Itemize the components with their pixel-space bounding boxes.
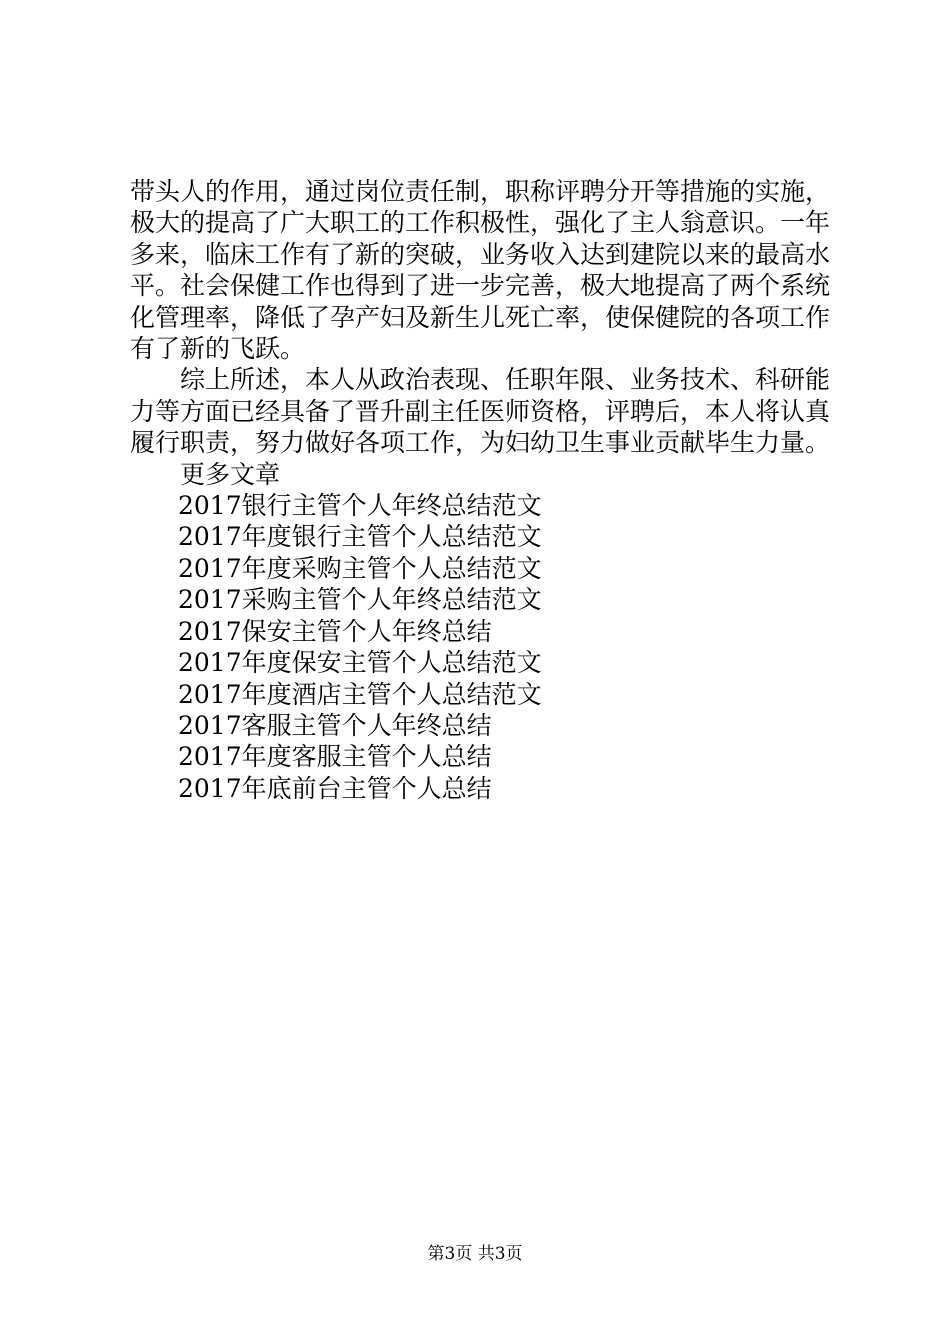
article-link[interactable]: 2017客服主管个人年终总结 bbox=[178, 710, 492, 740]
paragraph-1: 带头人的作用，通过岗位责任制，职称评聘分开等措施的实施，极大的提高了广大职工的工作积极性，强化了主人翁意识。一年多来，临床工作有了新的突破，业务收入达到建院以来的最高水平。社会保健工作也得到了进一步完善，极大地提高了两个系统化管理率，降低了孕产妇及新生儿死亡率，使保健院的各项工作有了新的飞跃。 bbox=[130, 177, 831, 364]
paragraph-2: 综上所述，本人从政治表现、任职年限、业务技术、科研能力等方面已经具备了晋升副主任医师资格，评聘后，本人将认真履行职责，努力做好各项工作，为妇幼卫生事业贡献毕生力量。 bbox=[130, 365, 831, 458]
article-link[interactable]: 2017银行主管个人年终总结范文 bbox=[178, 491, 542, 521]
more-articles-title: 更多文章 bbox=[180, 459, 281, 489]
more-articles-list bbox=[130, 490, 830, 804]
article-link[interactable]: 2017年度银行主管个人总结范文 bbox=[178, 522, 542, 552]
article-link[interactable]: 2017年度客服主管个人总结 bbox=[178, 742, 492, 772]
article-link[interactable]: 2017保安主管个人年终总结 bbox=[178, 616, 492, 646]
article-link[interactable]: 2017采购主管个人年终总结范文 bbox=[178, 585, 542, 615]
article-link[interactable]: 2017年度采购主管个人总结范文 bbox=[178, 553, 542, 583]
article-link[interactable]: 2017年度酒店主管个人总结范文 bbox=[178, 679, 542, 709]
article-link[interactable]: 2017年度保安主管个人总结范文 bbox=[178, 648, 542, 678]
document-body bbox=[130, 176, 830, 804]
page-footer bbox=[0, 1242, 950, 1266]
page-number-label: 第3页 共3页 bbox=[427, 1244, 523, 1264]
article-link[interactable]: 2017年底前台主管个人总结 bbox=[178, 773, 492, 803]
